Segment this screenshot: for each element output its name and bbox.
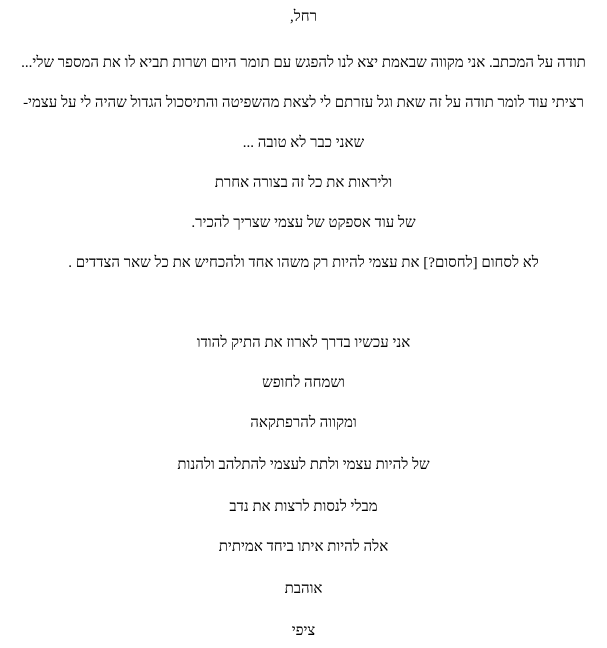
letter-greeting: רחל, — [289, 9, 317, 25]
letter-line: וליראות את כל זה בצורה אחרת — [214, 175, 393, 191]
letter-closing: אוהבת — [284, 581, 323, 597]
letter-line: ושמחה לחופש — [262, 375, 345, 391]
letter-line: מבלי לנסות לרצות את נדב — [229, 499, 378, 515]
letter-line: רציתי עוד לומר תודה על זה שאת וגל עזרתם לי לצאת מהשפיטה והתיסכול הגדול שהיה לי על עצמי- — [23, 95, 584, 111]
letter-line: לא לסחום [לחסום?] את עצמי להיות רק משהו אחד ולהכחיש את כל שאר הצדדים . — [68, 255, 539, 271]
letter-line: תודה על המכתב. אני מקווה שבאמת יצא לנו להפגש עם תומר היום ושרות תביא לו את המספר שלי... — [21, 55, 586, 71]
letter-line: שאני כבר לא טובה ... — [242, 135, 365, 151]
letter-signature: ציפי — [291, 623, 316, 639]
letter-line: ומקווה להרפתקאה — [250, 415, 357, 431]
letter-line: אני עכשיו בדרך לארוז את התיק להודו — [196, 335, 411, 351]
letter-line: אלה להיות איתו ביחד אמיתית — [218, 539, 389, 555]
letter-line: של עוד אספקט של עצמי שצריך להכיר. — [191, 215, 416, 231]
letter-line: של להיות עצמי ולתת לעצמי להתלהב ולהנות — [177, 457, 430, 473]
